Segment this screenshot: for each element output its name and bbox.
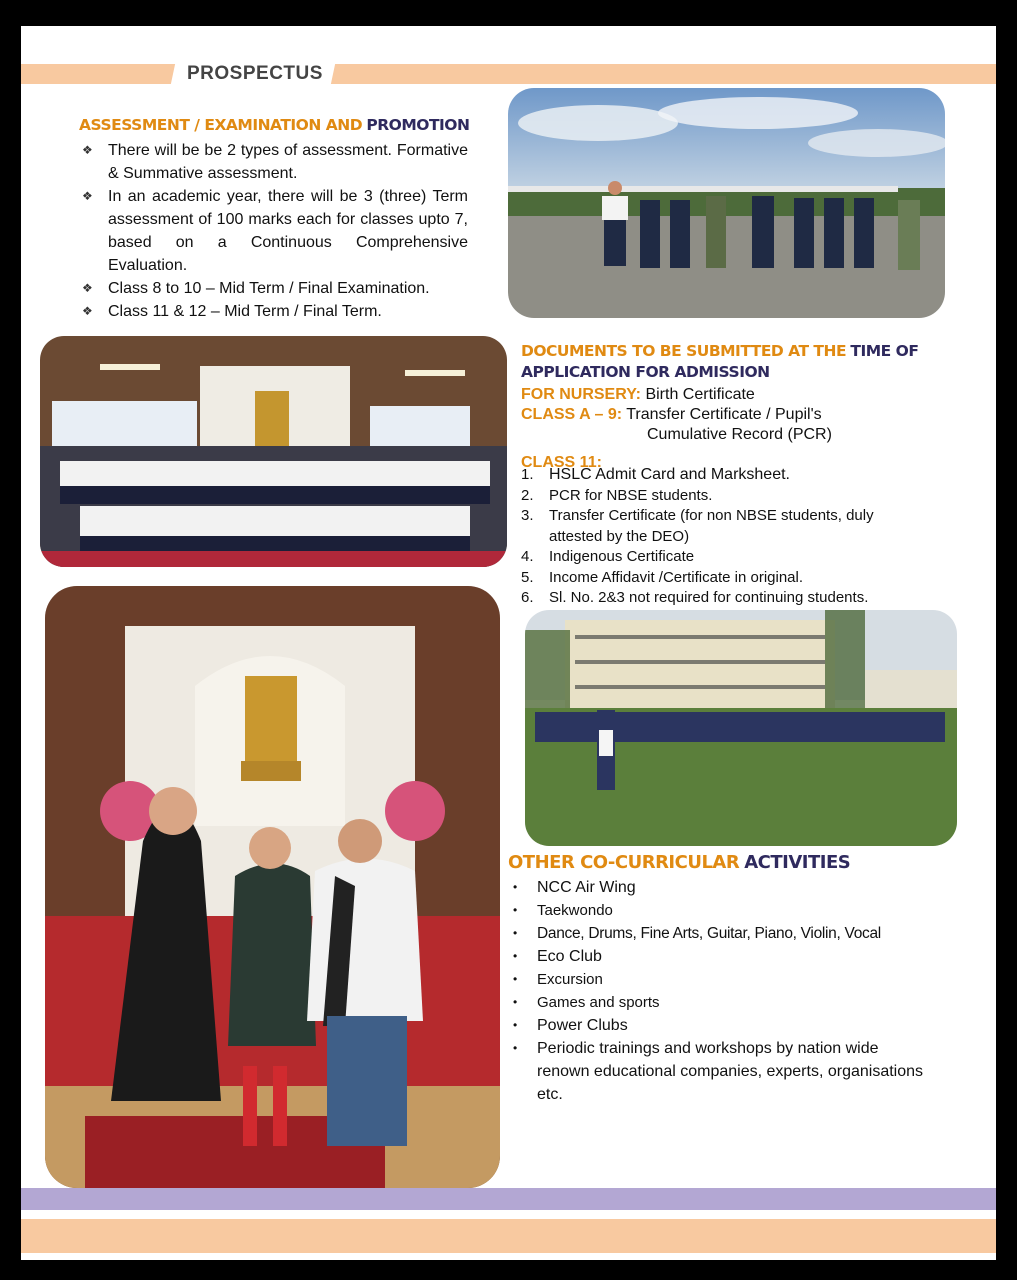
footer-bar-purple bbox=[21, 1188, 996, 1210]
class-11-documents-list bbox=[521, 465, 896, 609]
list-item: 3. Transfer Certificate (for non NBSE students, duly attested by the DEO) bbox=[521, 507, 874, 545]
class-a-line-2: Cumulative Record (PCR) bbox=[647, 426, 832, 443]
header-bar bbox=[21, 64, 996, 84]
list-item: ❖ In an academic year, there will be 3 (three) Term assessment of 100 marks each for classes upto 7, based on a Continuous Comprehensive Evaluation. bbox=[80, 185, 468, 277]
airfield-group-photo bbox=[508, 88, 945, 318]
parade-photo bbox=[525, 610, 957, 846]
bullet-icon: • bbox=[513, 995, 518, 1009]
prospectus-page bbox=[21, 26, 996, 1260]
nursery-line: FOR NURSERY: Birth Certificate bbox=[521, 386, 755, 403]
list-item: • Periodic trainings and workshops by nation wide renown educational companies, experts, organisations etc. bbox=[507, 1037, 927, 1106]
bullet-icon: • bbox=[513, 880, 518, 894]
bullet-icon: • bbox=[513, 903, 518, 917]
list-item: ❖ Class 11 & 12 – Mid Term / Final Term. bbox=[80, 300, 468, 323]
documents-heading: DOCUMENTS TO BE SUBMITTED AT THE TIME OF APPLICATION FOR ADMISSION bbox=[521, 342, 919, 381]
bullet-icon: • bbox=[513, 1041, 518, 1055]
diamond-bullet-icon: ❖ bbox=[82, 281, 93, 295]
diamond-bullet-icon: ❖ bbox=[82, 304, 93, 318]
activities-heading: OTHER CO-CURRICULAR ACTIVITIES bbox=[508, 852, 851, 873]
list-item: • Dance, Drums, Fine Arts, Guitar, Piano, Violin, Vocal bbox=[507, 922, 927, 945]
list-item: • Excursion bbox=[507, 968, 927, 991]
class-11-label: CLASS 11: bbox=[521, 454, 602, 471]
diamond-bullet-icon: ❖ bbox=[82, 189, 93, 203]
bullet-icon: • bbox=[513, 972, 518, 986]
bullet-icon: • bbox=[513, 949, 518, 963]
documents-requirements bbox=[521, 385, 981, 473]
assembly-group-photo bbox=[40, 336, 507, 567]
list-item: • Eco Club bbox=[507, 945, 927, 968]
assessment-list bbox=[80, 139, 468, 323]
list-item: ❖ There will be be 2 types of assessment. Formative & Summative assessment. bbox=[80, 139, 468, 185]
list-item: • Games and sports bbox=[507, 991, 927, 1014]
list-item: • Power Clubs bbox=[507, 1014, 927, 1037]
activities-list bbox=[507, 876, 927, 1106]
page-title: PROSPECTUS bbox=[187, 63, 323, 84]
list-item: 4. Indigenous Certificate bbox=[521, 548, 695, 565]
portrait-photo bbox=[45, 586, 500, 1188]
list-item: 1. HSLC Admit Card and Marksheet. bbox=[521, 466, 790, 483]
footer-bar-peach bbox=[21, 1219, 996, 1253]
list-item: • NCC Air Wing bbox=[507, 876, 927, 899]
bullet-icon: • bbox=[513, 1018, 518, 1032]
header-title-box bbox=[170, 60, 336, 88]
list-item: • Taekwondo bbox=[507, 899, 927, 922]
list-item: 5. Income Affidavit /Certificate in original. bbox=[521, 568, 804, 586]
assessment-heading: ASSESSMENT / EXAMINATION AND PROMOTION bbox=[79, 116, 470, 134]
diamond-bullet-icon: ❖ bbox=[82, 143, 93, 157]
list-item: ❖ Class 8 to 10 – Mid Term / Final Examination. bbox=[80, 277, 468, 300]
class-a-line: CLASS A – 9: Transfer Certificate / Pupil's bbox=[521, 406, 822, 423]
bullet-icon: • bbox=[513, 926, 518, 940]
list-item: 2. PCR for NBSE students. bbox=[521, 486, 713, 504]
list-item: 6. Sl. No. 2&3 not required for continuing students. bbox=[521, 589, 869, 606]
